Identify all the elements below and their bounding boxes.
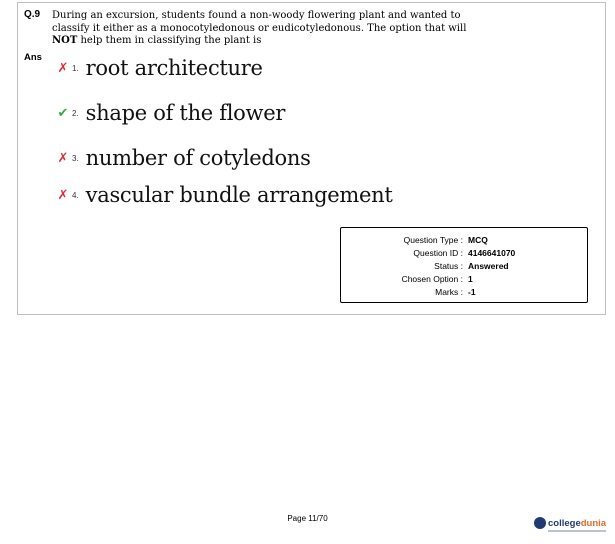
question-number: Q.9 (24, 9, 41, 20)
option-number: 3. (72, 153, 79, 163)
option-text: vascular bundle arrangement (85, 183, 393, 207)
info-value: -1 (468, 287, 476, 297)
option-2 (56, 101, 285, 125)
info-status (341, 261, 587, 273)
collegedunia-logo (534, 517, 606, 529)
info-chosen-option (341, 274, 587, 286)
option-text: number of cotyledons (85, 146, 311, 170)
check-icon: ✔ (57, 105, 69, 121)
info-value: MCQ (468, 235, 488, 245)
answer-label: Ans (24, 52, 42, 63)
option-number: 1. (72, 63, 79, 73)
option-number: 4. (72, 190, 79, 200)
info-label: Marks : (435, 287, 463, 297)
info-value: Answered (468, 261, 509, 271)
question-tail: help them in classifying the plant is (77, 35, 262, 46)
option-4 (56, 183, 393, 207)
logo-tagline (548, 530, 606, 532)
cross-icon: ✗ (57, 150, 69, 166)
info-question-type (341, 235, 587, 247)
question-info-box (340, 227, 588, 303)
info-label: Chosen Option : (401, 274, 463, 284)
question-line-1: During an excursion, students found a non-woody flowering plant and wanted to (52, 10, 461, 21)
question-emphasis: NOT (52, 35, 78, 46)
info-marks (341, 287, 587, 299)
question-line-2: classify it either as a monocotyledonous or eudicotyledonous. The option that will (52, 22, 467, 34)
option-number: 2. (72, 108, 79, 118)
info-value: 1 (468, 274, 473, 284)
info-label: Question Type : (403, 235, 463, 245)
page-number: Page 11/70 (287, 514, 328, 523)
info-question-id (341, 248, 587, 260)
option-text: root architecture (85, 56, 263, 80)
info-value: 4146641070 (468, 248, 516, 258)
logo-text: collegedunia (548, 517, 607, 529)
question-line-3 (52, 35, 432, 48)
option-3 (56, 146, 311, 170)
cross-icon: ✗ (57, 60, 69, 76)
option-text: shape of the flower (85, 101, 286, 125)
question-text (52, 10, 467, 48)
cross-icon: ✗ (57, 187, 69, 203)
info-label: Status : (434, 261, 463, 271)
logo-icon (534, 517, 546, 529)
option-1 (56, 56, 263, 80)
info-label: Question ID : (413, 248, 463, 258)
